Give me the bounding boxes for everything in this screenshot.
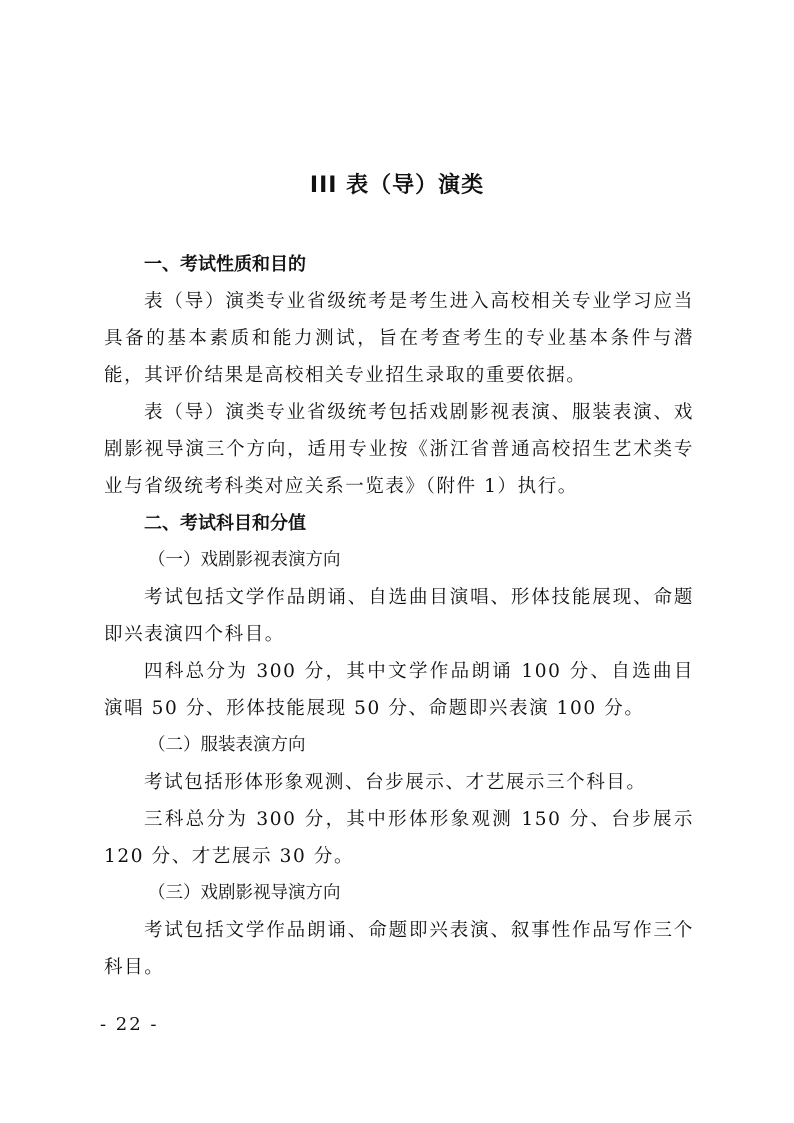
paragraph: 考试包括文学作品朗诵、命题即兴表演、叙事性作品写作三个科目。 (104, 920, 694, 978)
page-number: - 22 - (100, 1014, 159, 1035)
subsection-heading-1: （一）戏剧影视表演方向 (148, 550, 341, 570)
subsection-heading-2: （二）服装表演方向 (148, 735, 306, 755)
paragraph: 表（导）演类专业省级统考包括戏剧影视表演、服装表演、戏剧影视导演三个方向，适用专业按《浙江省普通高校招生艺术类专业与省级统考科类对应关系一览表》（附件 1）执行。 (104, 402, 694, 497)
document-body (104, 246, 694, 986)
paragraph: 四科总分为 300 分，其中文学作品朗诵 100 分、自选曲目演唱 50 分、形体技能展现 50 分、命题即兴表演 100 分。 (104, 661, 694, 719)
page-title: III 表（导）演类 (309, 173, 485, 198)
paragraph: 表（导）演类专业省级统考是考生进入高校相关专业学习应当具备的基本素质和能力测试，旨在考查考生的专业基本条件与潜能，其评价结果是高校相关专业招生录取的重要依据。 (104, 291, 694, 386)
paragraph: 考试包括形体形象观测、台步展示、才艺展示三个科目。 (144, 772, 647, 793)
section-heading-2: 二、考试科目和分值 (144, 513, 306, 534)
paragraph: 三科总分为 300 分，其中形体形象观测 150 分、台步展示 120 分、才艺展示 30 分。 (104, 809, 694, 867)
subsection-heading-3: （三）戏剧影视导演方向 (148, 883, 341, 903)
section-heading-1: 一、考试性质和目的 (144, 254, 306, 275)
paragraph: 考试包括文学作品朗诵、自选曲目演唱、形体技能展现、命题即兴表演四个科目。 (104, 587, 694, 645)
